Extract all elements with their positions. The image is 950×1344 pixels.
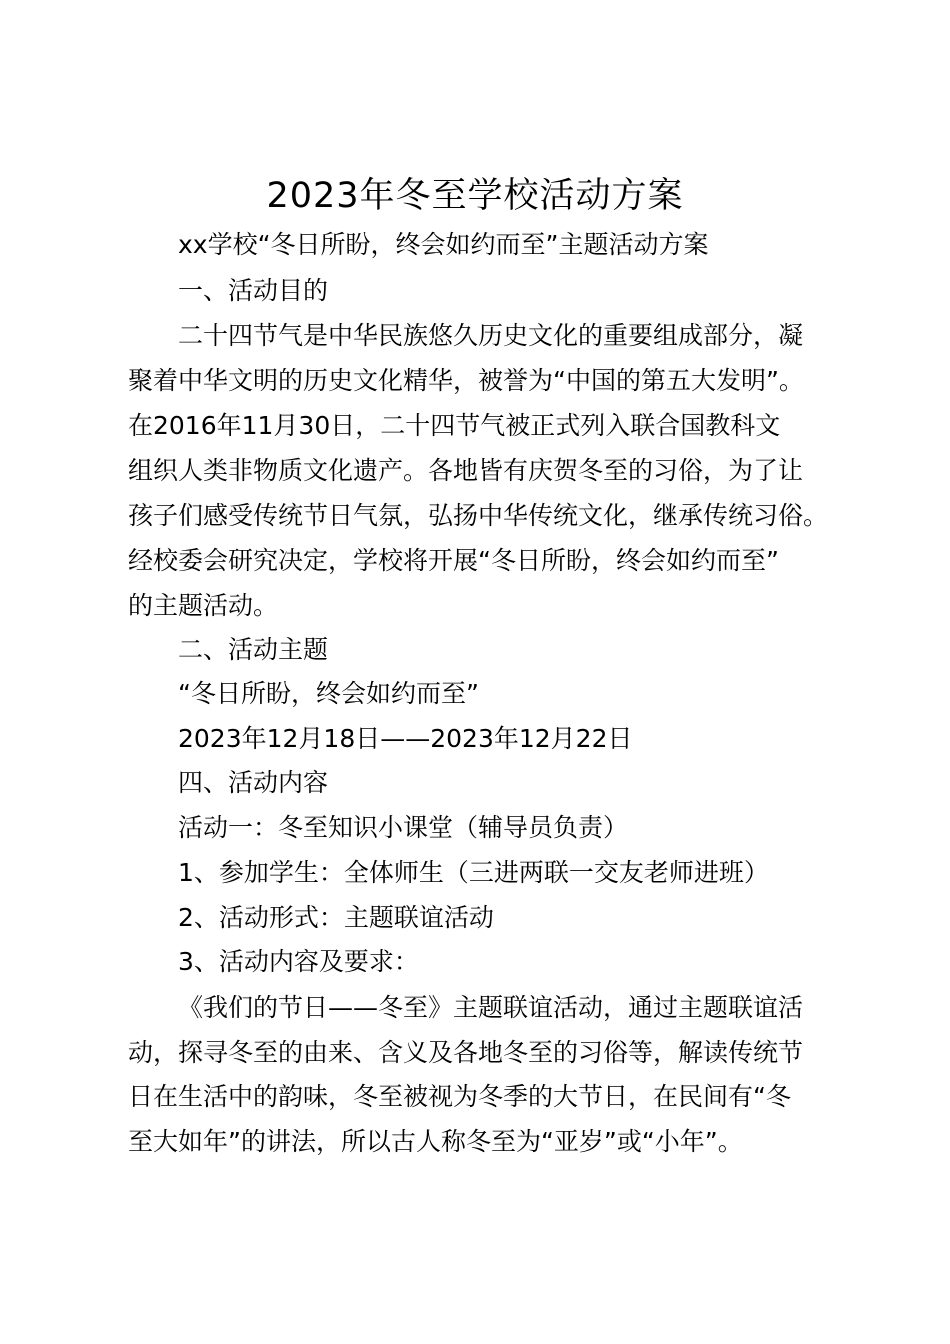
list-item: 3、活动内容及要求： <box>178 947 419 976</box>
date-range: 2023年12月18日——2023年12月22日 <box>178 724 633 753</box>
paragraph-line: 二十四节气是中华民族悠久历史文化的重要组成部分，凝 <box>178 321 804 350</box>
paragraph-line: 在2016年11月30日，二十四节气被正式列入联合国教科文 <box>128 411 781 440</box>
paragraph-line: 《我们的节日——冬至》主题联谊活动，通过主题联谊活 <box>178 993 804 1022</box>
paragraph-line: 动，探寻冬至的由来、含义及各地冬至的习俗等，解读传统节 <box>128 1038 804 1067</box>
paragraph-line: 组织人类非物质文化遗产。各地皆有庆贺冬至的习俗，为了让 <box>128 456 804 485</box>
paragraph-line: 日在生活中的韵味，冬至被视为冬季的大节日，在民间有“冬 <box>128 1082 791 1111</box>
list-item: 2、活动形式：主题联谊活动 <box>178 903 494 932</box>
document-title: 2023年冬至学校活动方案 <box>266 176 684 216</box>
paragraph-line: 孩子们感受传统节日气氛，弘扬中华传统文化，继承传统习俗。 <box>128 501 829 530</box>
paragraph-line: 的主题活动。 <box>128 591 279 620</box>
paragraph-line: 至大如年”的讲法，所以古人称冬至为“亚岁”或“小年”。 <box>128 1127 743 1156</box>
list-item: 1、参加学生：全体师生（三进两联一交友老师进班） <box>178 858 769 887</box>
section-heading-purpose: 一、活动目的 <box>178 276 329 305</box>
paragraph-line: 聚着中华文明的历史文化精华，被誉为“中国的第五大发明”。 <box>128 366 804 395</box>
activity-title: 活动一：冬至知识小课堂（辅导员负责） <box>178 813 629 842</box>
section-heading-content: 四、活动内容 <box>178 768 329 797</box>
document-subtitle: xx学校“冬日所盼，终会如约而至”主题活动方案 <box>178 230 709 259</box>
paragraph-line: 经校委会研究决定，学校将开展“冬日所盼，终会如约而至” <box>128 546 779 575</box>
theme-text: “冬日所盼，终会如约而至” <box>178 679 479 708</box>
section-heading-theme: 二、活动主题 <box>178 635 329 664</box>
